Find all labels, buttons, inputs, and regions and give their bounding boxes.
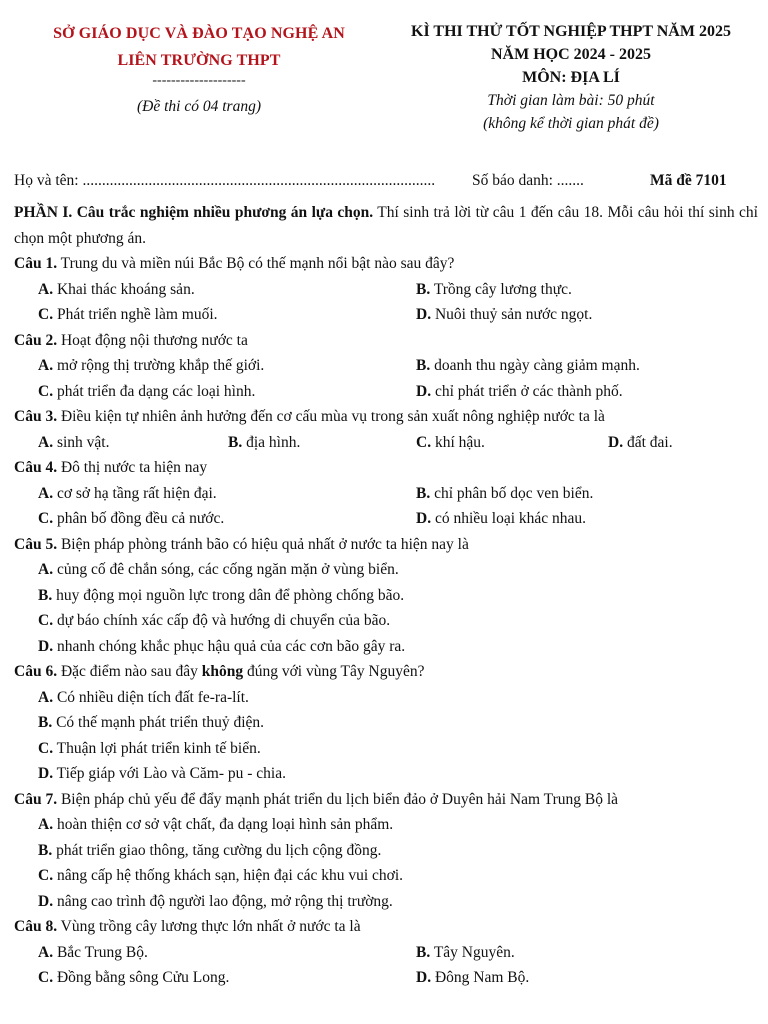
header-separator: -------------------- [152, 73, 246, 88]
question-5 [14, 532, 758, 558]
options-row [14, 277, 758, 303]
question-label: Câu 8. [14, 918, 58, 935]
section-title: PHẦN I. Câu trắc nghiệm nhiều phương án lựa chọn. [14, 204, 374, 221]
option-b: B. chỉ phân bố dọc ven biển. [416, 484, 594, 502]
school-name: LIÊN TRƯỜNG THPT [117, 52, 281, 69]
section-header [14, 200, 758, 251]
option-b: B. Có thế mạnh phát triển thuỷ điện. [38, 714, 265, 731]
option-c: C. Phát triển nghề làm muối. [38, 306, 218, 323]
question-7 [14, 787, 758, 813]
option-b: B. doanh thu ngày càng giảm mạnh. [416, 357, 640, 374]
option-d: D. nhanh chóng khắc phục hậu quả của các cơn bão gây ra. [38, 637, 406, 655]
exam-code: Mã đề 7101 [650, 172, 727, 189]
option-d: D. có nhiều loại khác nhau. [416, 510, 587, 527]
options-row [14, 965, 758, 991]
exam-body [14, 200, 758, 991]
question-text: Đô thị nước ta hiện nay [57, 459, 208, 476]
candidate-id-field: Số báo danh: ....... [472, 172, 584, 189]
header-left [14, 20, 384, 116]
option-a: A. Bắc Trung Bộ. [38, 943, 148, 961]
question-1 [14, 251, 758, 277]
question-text: Vùng trồng cây lương thực lớn nhất ở nước ta là [57, 918, 361, 935]
option-c: C. nâng cấp hệ thống khách sạn, hiện đại các khu vui chơi. [38, 867, 404, 884]
question-8 [14, 914, 758, 940]
school-year: NĂM HỌC 2024 - 2025 [491, 46, 651, 63]
option-a: A. Khai thác khoáng sản. [38, 280, 195, 298]
candidate-info [14, 172, 754, 194]
option-d: D. Đông Nam Bộ. [416, 969, 530, 986]
option-d: D. Nuôi thuỷ sản nước ngọt. [416, 306, 593, 323]
emphasis-not: không [201, 663, 244, 680]
option-c: C. phân bố đồng đều cả nước. [38, 510, 225, 527]
duration-note: (không kể thời gian phát đề) [483, 115, 659, 132]
question-2 [14, 328, 758, 354]
options-row [14, 302, 758, 328]
duration: Thời gian làm bài: 50 phút [487, 92, 655, 109]
options-row [14, 353, 758, 379]
option-b: B. địa hình. [228, 433, 301, 451]
header-right [384, 20, 758, 135]
option-c: C. Đồng bằng sông Cửu Long. [38, 969, 230, 986]
option-c: C. khí hậu. [416, 433, 485, 451]
subject: MÔN: ĐỊA LÍ [522, 69, 620, 86]
question-text: Biện pháp phòng tránh bão có hiệu quả nhất ở nước ta hiện nay là [57, 535, 469, 553]
question-4 [14, 455, 758, 481]
option-a: A. hoàn thiện cơ sở vật chất, đa dạng loại hình sản phẩm. [38, 816, 394, 833]
question-label: Câu 2. [14, 331, 58, 349]
question-text: Trung du và miền núi Bắc Bộ có thế mạnh nổi bật nào sau đây? [57, 255, 455, 272]
option-b: B. huy động mọi nguồn lực trong dân để phòng chống bão. [38, 586, 405, 604]
options-row [14, 481, 758, 507]
option-a: A. mở rộng thị trường khắp thế giới. [38, 357, 265, 374]
question-label: Câu 6. [14, 663, 58, 680]
options-row [14, 940, 758, 966]
pages-note: (Đề thi có 04 trang) [137, 98, 261, 115]
question-text: Điều kiện tự nhiên ảnh hưởng đến cơ cấu mùa vụ trong sản xuất nông nghiệp nước ta là [57, 408, 605, 425]
exam-title: KÌ THI THỬ TỐT NGHIỆP THPT NĂM 2025 [411, 23, 731, 40]
question-text: Hoạt động nội thương nước ta [57, 331, 248, 349]
option-d: D. chỉ phát triển ở các thành phố. [416, 382, 623, 400]
option-b: B. phát triển giao thông, tăng cường du lịch cộng đồng. [38, 841, 382, 859]
question-text: Biện pháp chủ yếu để đẩy mạnh phát triển du lịch biển đảo ở Duyên hải Nam Trung Bộ là [57, 790, 618, 808]
option-a: A. sinh vật. [38, 433, 110, 451]
question-label: Câu 5. [14, 535, 58, 553]
option-c: C. dự báo chính xác cấp độ và hướng di chuyển của bão. [38, 612, 391, 629]
section-instruction: Thí sinh trả lời từ câu 1 đến câu 18. Mỗi câu hỏi thí sinh chỉ chọn một phương án. [14, 204, 758, 247]
option-d: D. Tiếp giáp với Lào và Căm- pu - chia. [38, 765, 286, 782]
option-a: A. củng cố đê chắn sóng, các cống ngăn mặn ở vùng biển. [38, 561, 399, 578]
option-b: B. Trồng cây lương thực. [416, 280, 572, 298]
option-c: C. Thuận lợi phát triển kinh tế biển. [38, 739, 261, 757]
question-label: Câu 7. [14, 790, 58, 808]
department-name: SỞ GIÁO DỤC VÀ ĐÀO TẠO NGHỆ AN [53, 25, 345, 42]
option-d: D. nâng cao trình độ người lao động, mở rộng thị trường. [38, 892, 393, 910]
option-a: A. cơ sở hạ tầng rất hiện đại. [38, 484, 217, 502]
options-row [14, 506, 758, 532]
question-3 [14, 404, 758, 430]
option-d: D. đất đai. [608, 433, 673, 451]
question-label: Câu 1. [14, 255, 58, 272]
question-label: Câu 4. [14, 459, 58, 476]
question-label: Câu 3. [14, 408, 58, 425]
option-a: A. Có nhiều diện tích đất fe-ra-lít. [38, 688, 249, 706]
option-b: B. Tây Nguyên. [416, 943, 515, 961]
question-6: Câu 6. Đặc điểm nào sau đây không đúng với vùng Tây Nguyên? [14, 663, 425, 680]
options-row [14, 430, 758, 456]
option-c: C. phát triển đa dạng các loại hình. [38, 382, 256, 400]
options-row [14, 379, 758, 405]
candidate-name-field: Họ và tên: ........................................................................................... [14, 172, 436, 189]
